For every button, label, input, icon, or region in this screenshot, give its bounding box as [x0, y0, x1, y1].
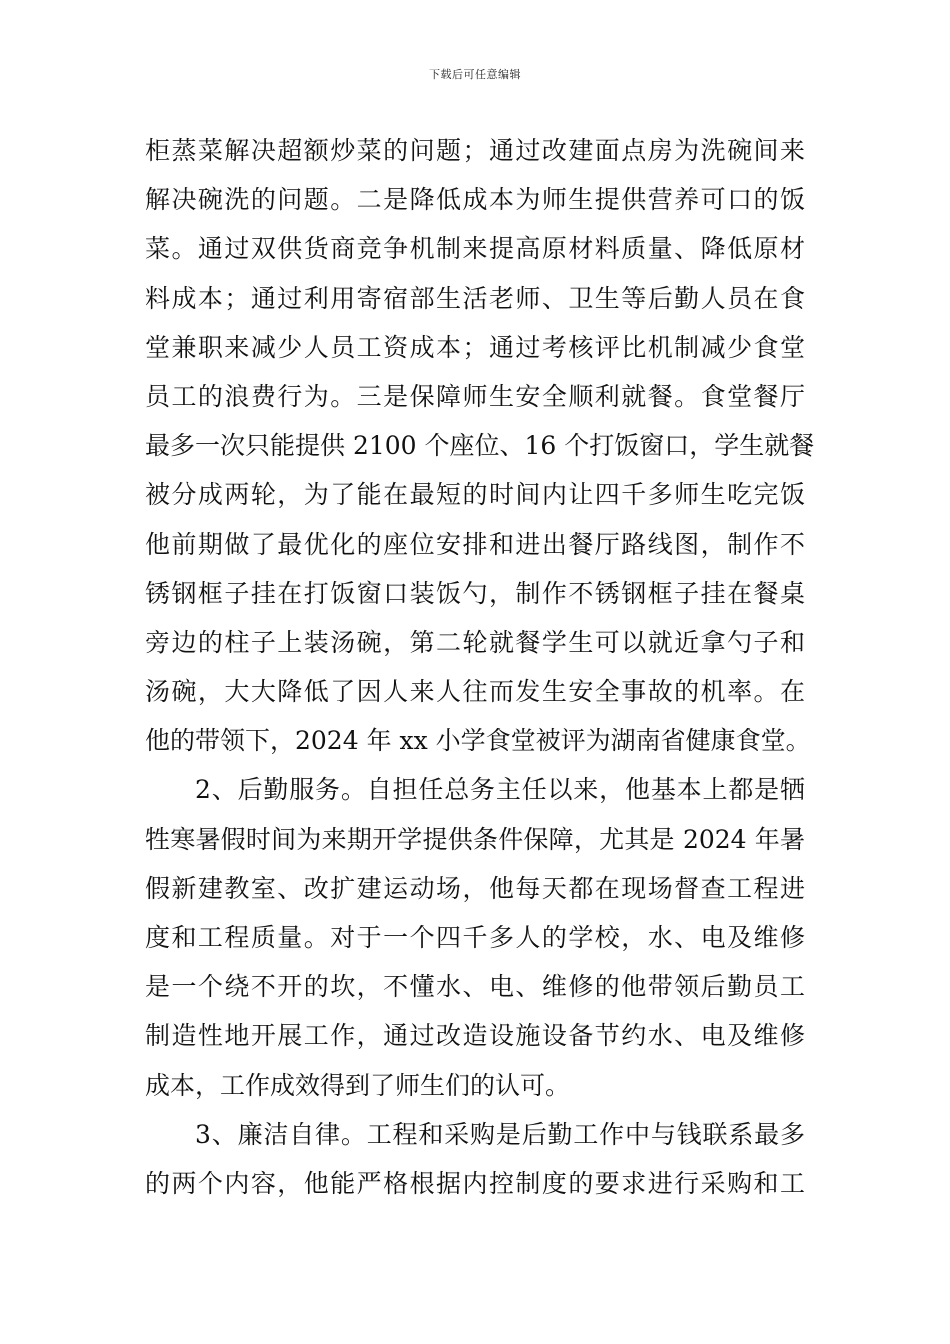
paragraph-1-line: 料成本；通过利用寄宿部生活老师、卫生等后勤人员在食 — [145, 283, 805, 313]
paragraph-2-line: 度和工程质量。对于一个四千多人的学校，水、电及维修 — [145, 923, 805, 952]
paragraph-2-line: 成本，工作成效得到了师生们的认可。 — [145, 1070, 571, 1100]
paragraph-2-line: 2、后勤服务。自担任总务主任以来，他基本上都是牺 — [195, 775, 805, 805]
paragraph-1-line: 最多一次只能提供 2100 个座位、16 个打饭窗口，学生就餐 — [145, 431, 815, 461]
paragraph-1-line: 员工的浪费行为。三是保障师生安全顺利就餐。食堂餐厅 — [145, 381, 805, 411]
paragraph-1-line: 汤碗，大大降低了因人来人往而发生安全事故的机率。在 — [145, 677, 805, 707]
paragraph-2-line: 是一个绕不开的坎，不懂水、电、维修的他带领后勤员工 — [145, 972, 805, 1002]
paragraph-2-line: 制造性地开展工作，通过改造设施设备节约水、电及维修 — [145, 1021, 805, 1051]
document-body — [145, 126, 815, 1208]
paragraph-1-line: 锈钢框子挂在打饭窗口装饭勺，制作不锈钢框子挂在餐桌 — [145, 578, 805, 608]
paragraph-1-line: 被分成两轮，为了能在最短的时间内让四千多师生吃完饭 — [145, 480, 805, 510]
paragraph-1-line: 解决碗洗的问题。二是降低成本为师生提供营养可口的饭 — [145, 185, 805, 215]
paragraph-3-line: 的两个内容，他能严格根据内控制度的要求进行采购和工 — [145, 1168, 805, 1198]
page-header: 下载后可任意编辑 — [429, 68, 521, 81]
paragraph-1-line: 旁边的柱子上装汤碗，第二轮就餐学生可以就近拿勺子和 — [145, 627, 805, 657]
paragraph-2-line: 假新建教室、改扩建运动场，他每天都在现场督查工程进 — [145, 873, 805, 903]
paragraph-1-line: 柜蒸菜解决超额炒菜的问题；通过改建面点房为洗碗间来 — [145, 136, 805, 165]
paragraph-3-line: 3、廉洁自律。工程和采购是后勤工作中与钱联系最多 — [195, 1119, 805, 1149]
paragraph-1-line: 菜。通过双供货商竞争机制来提高原材料质量、降低原材 — [145, 234, 805, 264]
paragraph-1-line: 堂兼职来减少人员工资成本；通过考核评比机制减少食堂 — [145, 332, 805, 362]
paragraph-1-line: 他的带领下，2024 年 xx 小学食堂被评为湖南省健康食堂。 — [145, 726, 811, 756]
paragraph-1-line: 他前期做了最优化的座位安排和进出餐厅路线图，制作不 — [145, 529, 805, 559]
paragraph-2-line: 牲寒暑假时间为来期开学提供条件保障，尤其是 2024 年暑 — [145, 824, 805, 854]
